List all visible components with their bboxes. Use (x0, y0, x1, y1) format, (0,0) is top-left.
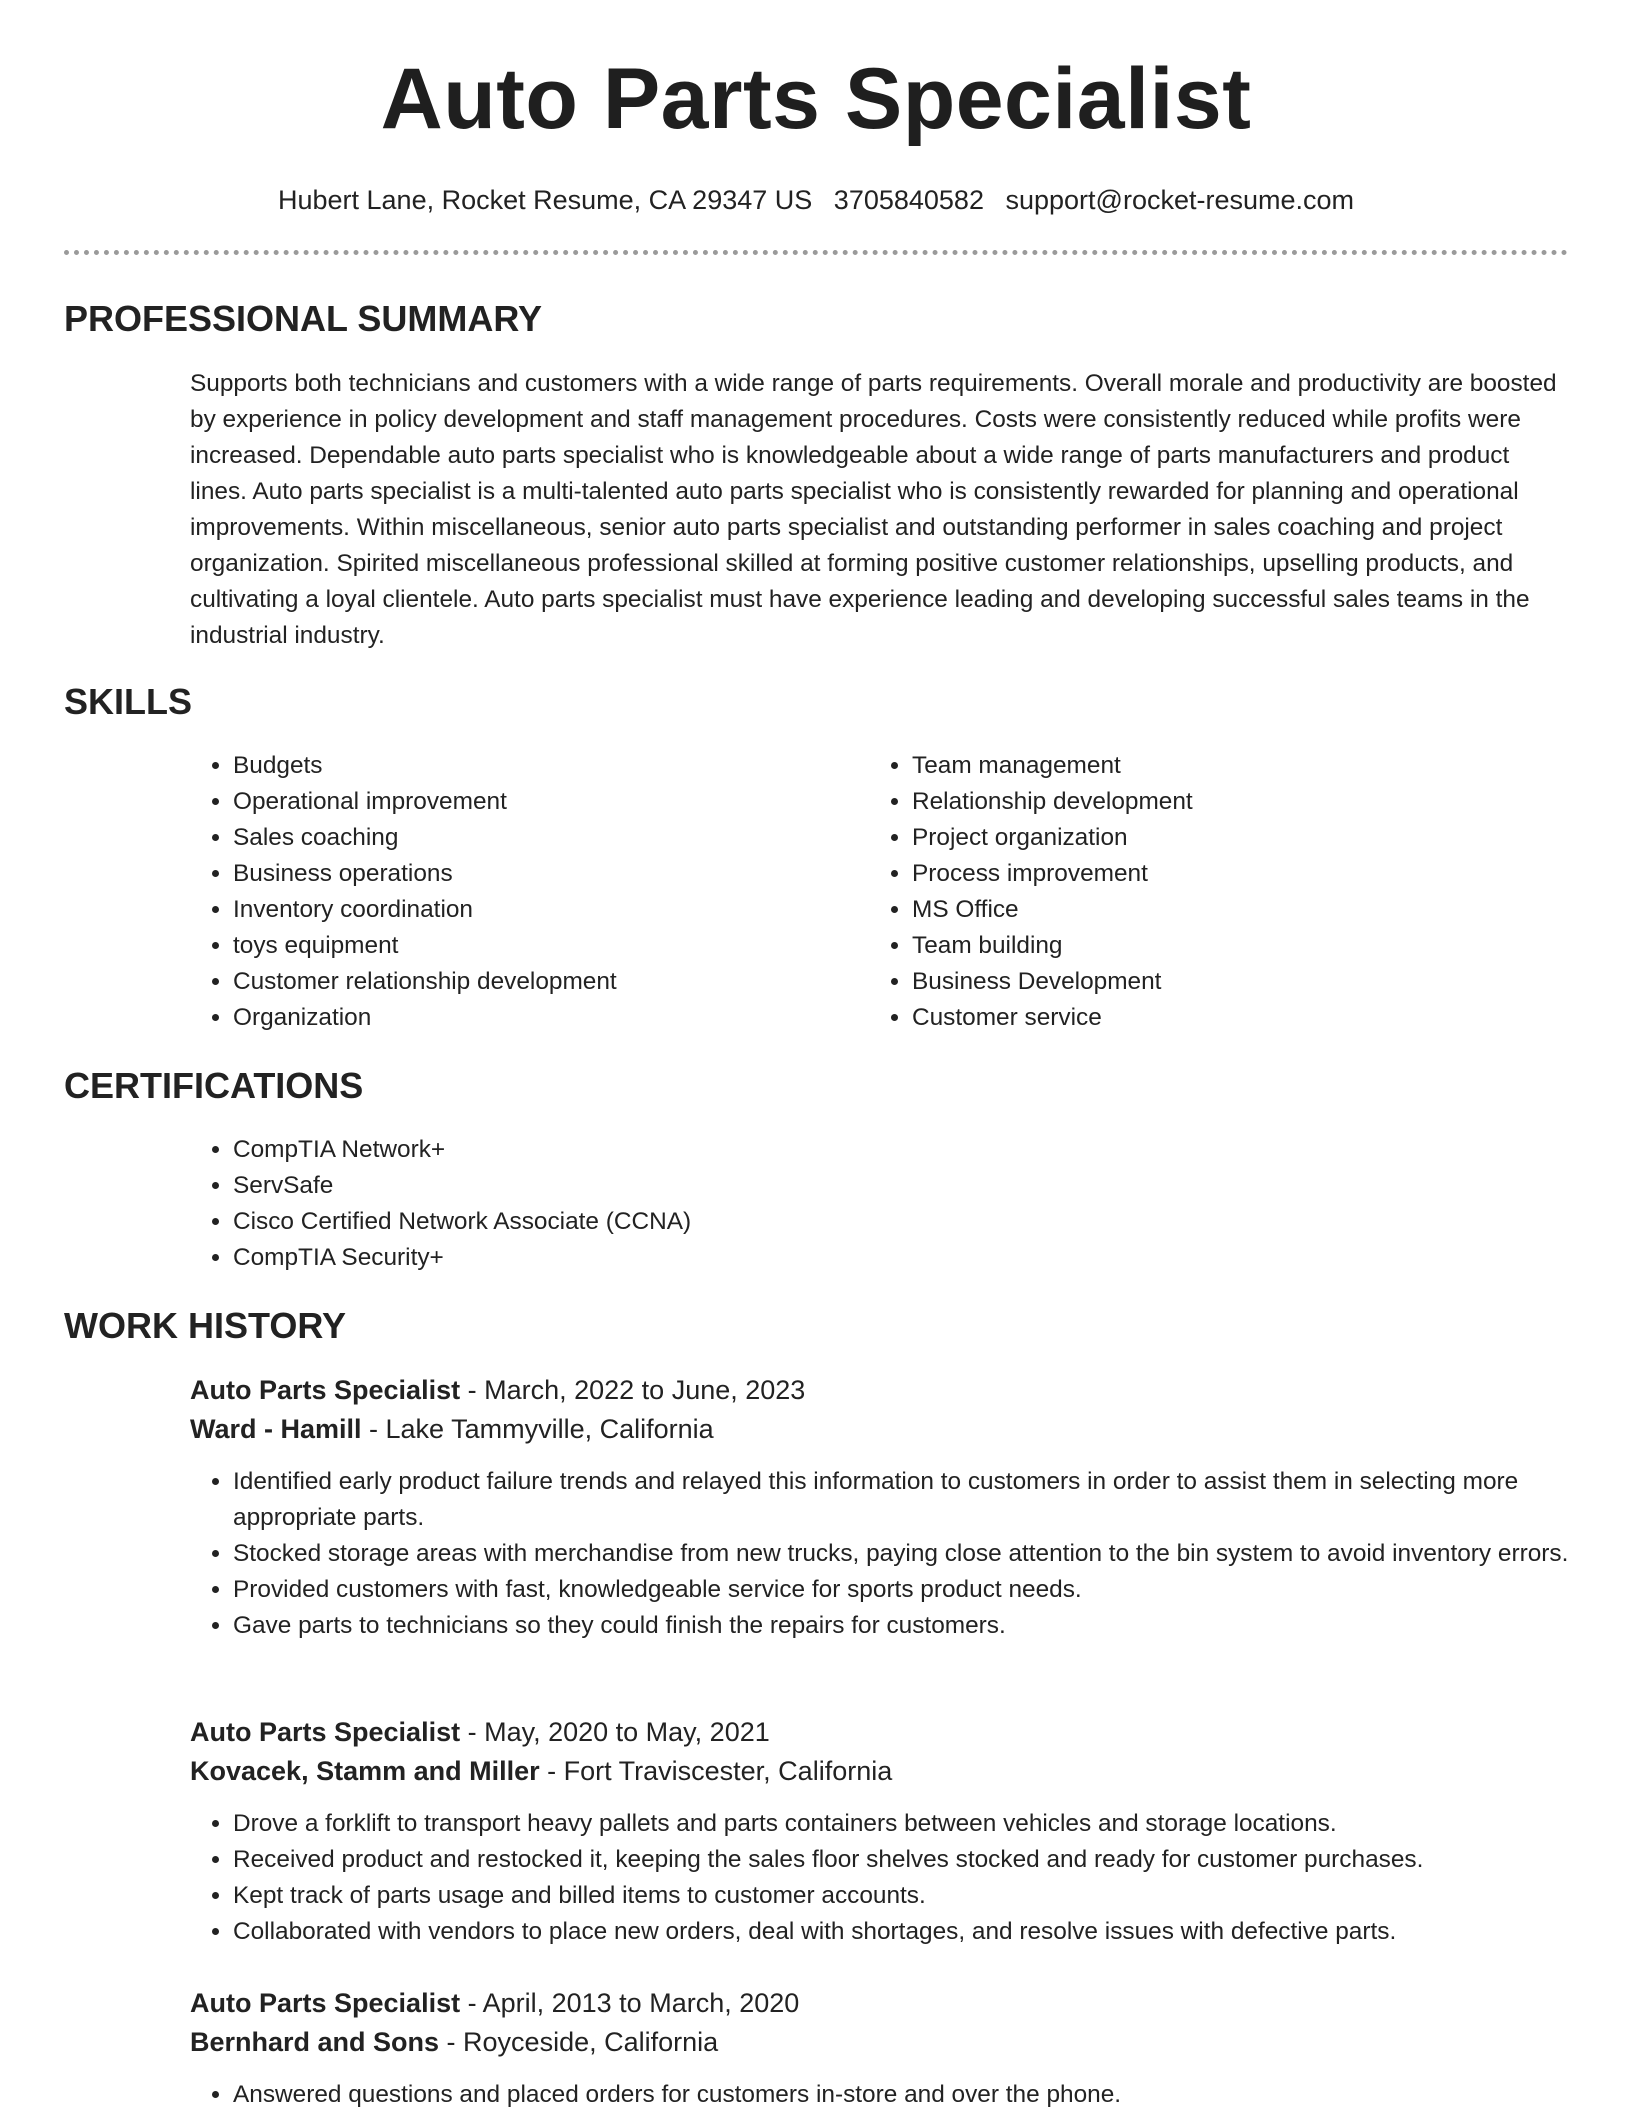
certifications-block (190, 1132, 1090, 1276)
list-item: • Stocked storage areas with merchandise from new trucks, paying close attention to the bin system to avoid inventory errors. (233, 1536, 1580, 1572)
job-location: - Royceside, California (439, 2027, 719, 2057)
job-company-line (190, 2023, 1590, 2062)
job-company-line (190, 1752, 1590, 1791)
skills-heading: SKILLS (64, 681, 193, 722)
job-dates: - April, 2013 to March, 2020 (460, 1988, 800, 2018)
job-location: - Lake Tammyville, California (361, 1414, 714, 1444)
skills-right-column (869, 748, 1469, 1036)
list-item: • Collaborated with vendors to place new orders, deal with shortages, and resolve issues with defective parts. (233, 1914, 1580, 1950)
list-item: • Business Development (912, 964, 1469, 1000)
contact-email: support@rocket-resume.com (1005, 185, 1355, 215)
contact-address: Hubert Lane, Rocket Resume, CA 29347 US (277, 185, 813, 215)
list-item: • Customer service (912, 1000, 1469, 1036)
list-item: • Answered questions and placed orders for customers in-store and over the phone. (233, 2077, 1580, 2113)
job-role: Auto Parts Specialist (190, 1375, 461, 1405)
work-history-heading: WORK HISTORY (64, 1305, 347, 1346)
list-item: • CompTIA Network+ (233, 1132, 1090, 1168)
list-item: • ServSafe (233, 1168, 1090, 1204)
list-item: • Project organization (912, 820, 1469, 856)
job-bullets (190, 2077, 1580, 2113)
list-item: • toys equipment (233, 928, 790, 964)
list-item: • Process improvement (912, 856, 1469, 892)
list-item: • Provided customers with fast, knowledgeable service for sports product needs. (233, 1572, 1580, 1608)
list-item: • Relationship development (912, 784, 1469, 820)
list-item: • Organization (233, 1000, 790, 1036)
job-title-line (190, 1984, 1590, 2023)
contact-phone: 3705840582 (833, 185, 984, 215)
summary-heading: PROFESSIONAL SUMMARY (64, 298, 543, 339)
job-bullets (190, 1464, 1580, 1644)
job-entry (190, 1713, 1590, 1950)
job-location: - Fort Traviscester, California (539, 1756, 893, 1786)
list-item: • Drove a forklift to transport heavy pallets and parts containers between vehicles and storage locations. (233, 1806, 1580, 1842)
list-item: • Identified early product failure trends and relayed this information to customers in order to assist them in selecting more appropriate parts. (233, 1464, 1580, 1536)
job-company: Bernhard and Sons (190, 2027, 440, 2057)
contact-line (0, 182, 1632, 218)
skills-right-list (869, 748, 1469, 1036)
list-item: • Sales coaching (233, 820, 790, 856)
job-dates: - May, 2020 to May, 2021 (460, 1717, 770, 1747)
job-role: Auto Parts Specialist (190, 1717, 461, 1747)
list-item: • Team management (912, 748, 1469, 784)
list-item: • Received product and restocked it, keeping the sales floor shelves stocked and ready for customer purchases. (233, 1842, 1580, 1878)
list-item: • MS Office (912, 892, 1469, 928)
header-divider (64, 250, 1568, 255)
job-company-line (190, 1410, 1590, 1449)
summary-text: Supports both technicians and customers with a wide range of parts requirements. Overall morale and productivity are boosted by experience in policy development and staff management procedures. Costs were consistently reduced while profits were increased. Dependable auto parts specialist who is knowledgeable about a wide range of parts manufacturers and product lines. Auto parts specialist is a multi-talented auto parts specialist who is consistently rewarded for planning and operational improvements. Within miscellaneous, senior auto parts specialist and outstanding performer in sales coaching and project organization. Spirited miscellaneous professional skilled at forming positive customer relationships, upselling products, and cultivating a loyal clientele. Auto parts specialist must have experience leading and developing successful sales teams in the industrial industry. (190, 370, 1557, 649)
list-item: • Customer relationship development (233, 964, 790, 1000)
list-item: • Kept track of parts usage and billed items to customer accounts. (233, 1878, 1580, 1914)
job-company: Kovacek, Stamm and Miller (190, 1756, 540, 1786)
certifications-heading: CERTIFICATIONS (64, 1065, 364, 1106)
list-item: • Operational improvement (233, 784, 790, 820)
job-role: Auto Parts Specialist (190, 1988, 461, 2018)
job-company: Ward - Hamill (190, 1414, 362, 1444)
list-item: • CompTIA Security+ (233, 1240, 1090, 1276)
list-item: • Business operations (233, 856, 790, 892)
job-title-line (190, 1371, 1590, 1410)
list-item: • Inventory coordination (233, 892, 790, 928)
list-item: • Team building (912, 928, 1469, 964)
job-bullets (190, 1806, 1580, 1950)
skills-left-list (190, 748, 790, 1036)
list-item: • Cisco Certified Network Associate (CCNA) (233, 1204, 1090, 1240)
job-entry (190, 1371, 1590, 1644)
page-title: Auto Parts Specialist (380, 51, 1252, 147)
skills-left-column (190, 748, 790, 1036)
list-item: • Gave parts to technicians so they could finish the repairs for customers. (233, 1608, 1580, 1644)
job-title-line (190, 1713, 1590, 1752)
job-dates: - March, 2022 to June, 2023 (460, 1375, 806, 1405)
job-entry (190, 1984, 1590, 2113)
list-item: • Budgets (233, 748, 790, 784)
certifications-list (190, 1132, 1090, 1276)
